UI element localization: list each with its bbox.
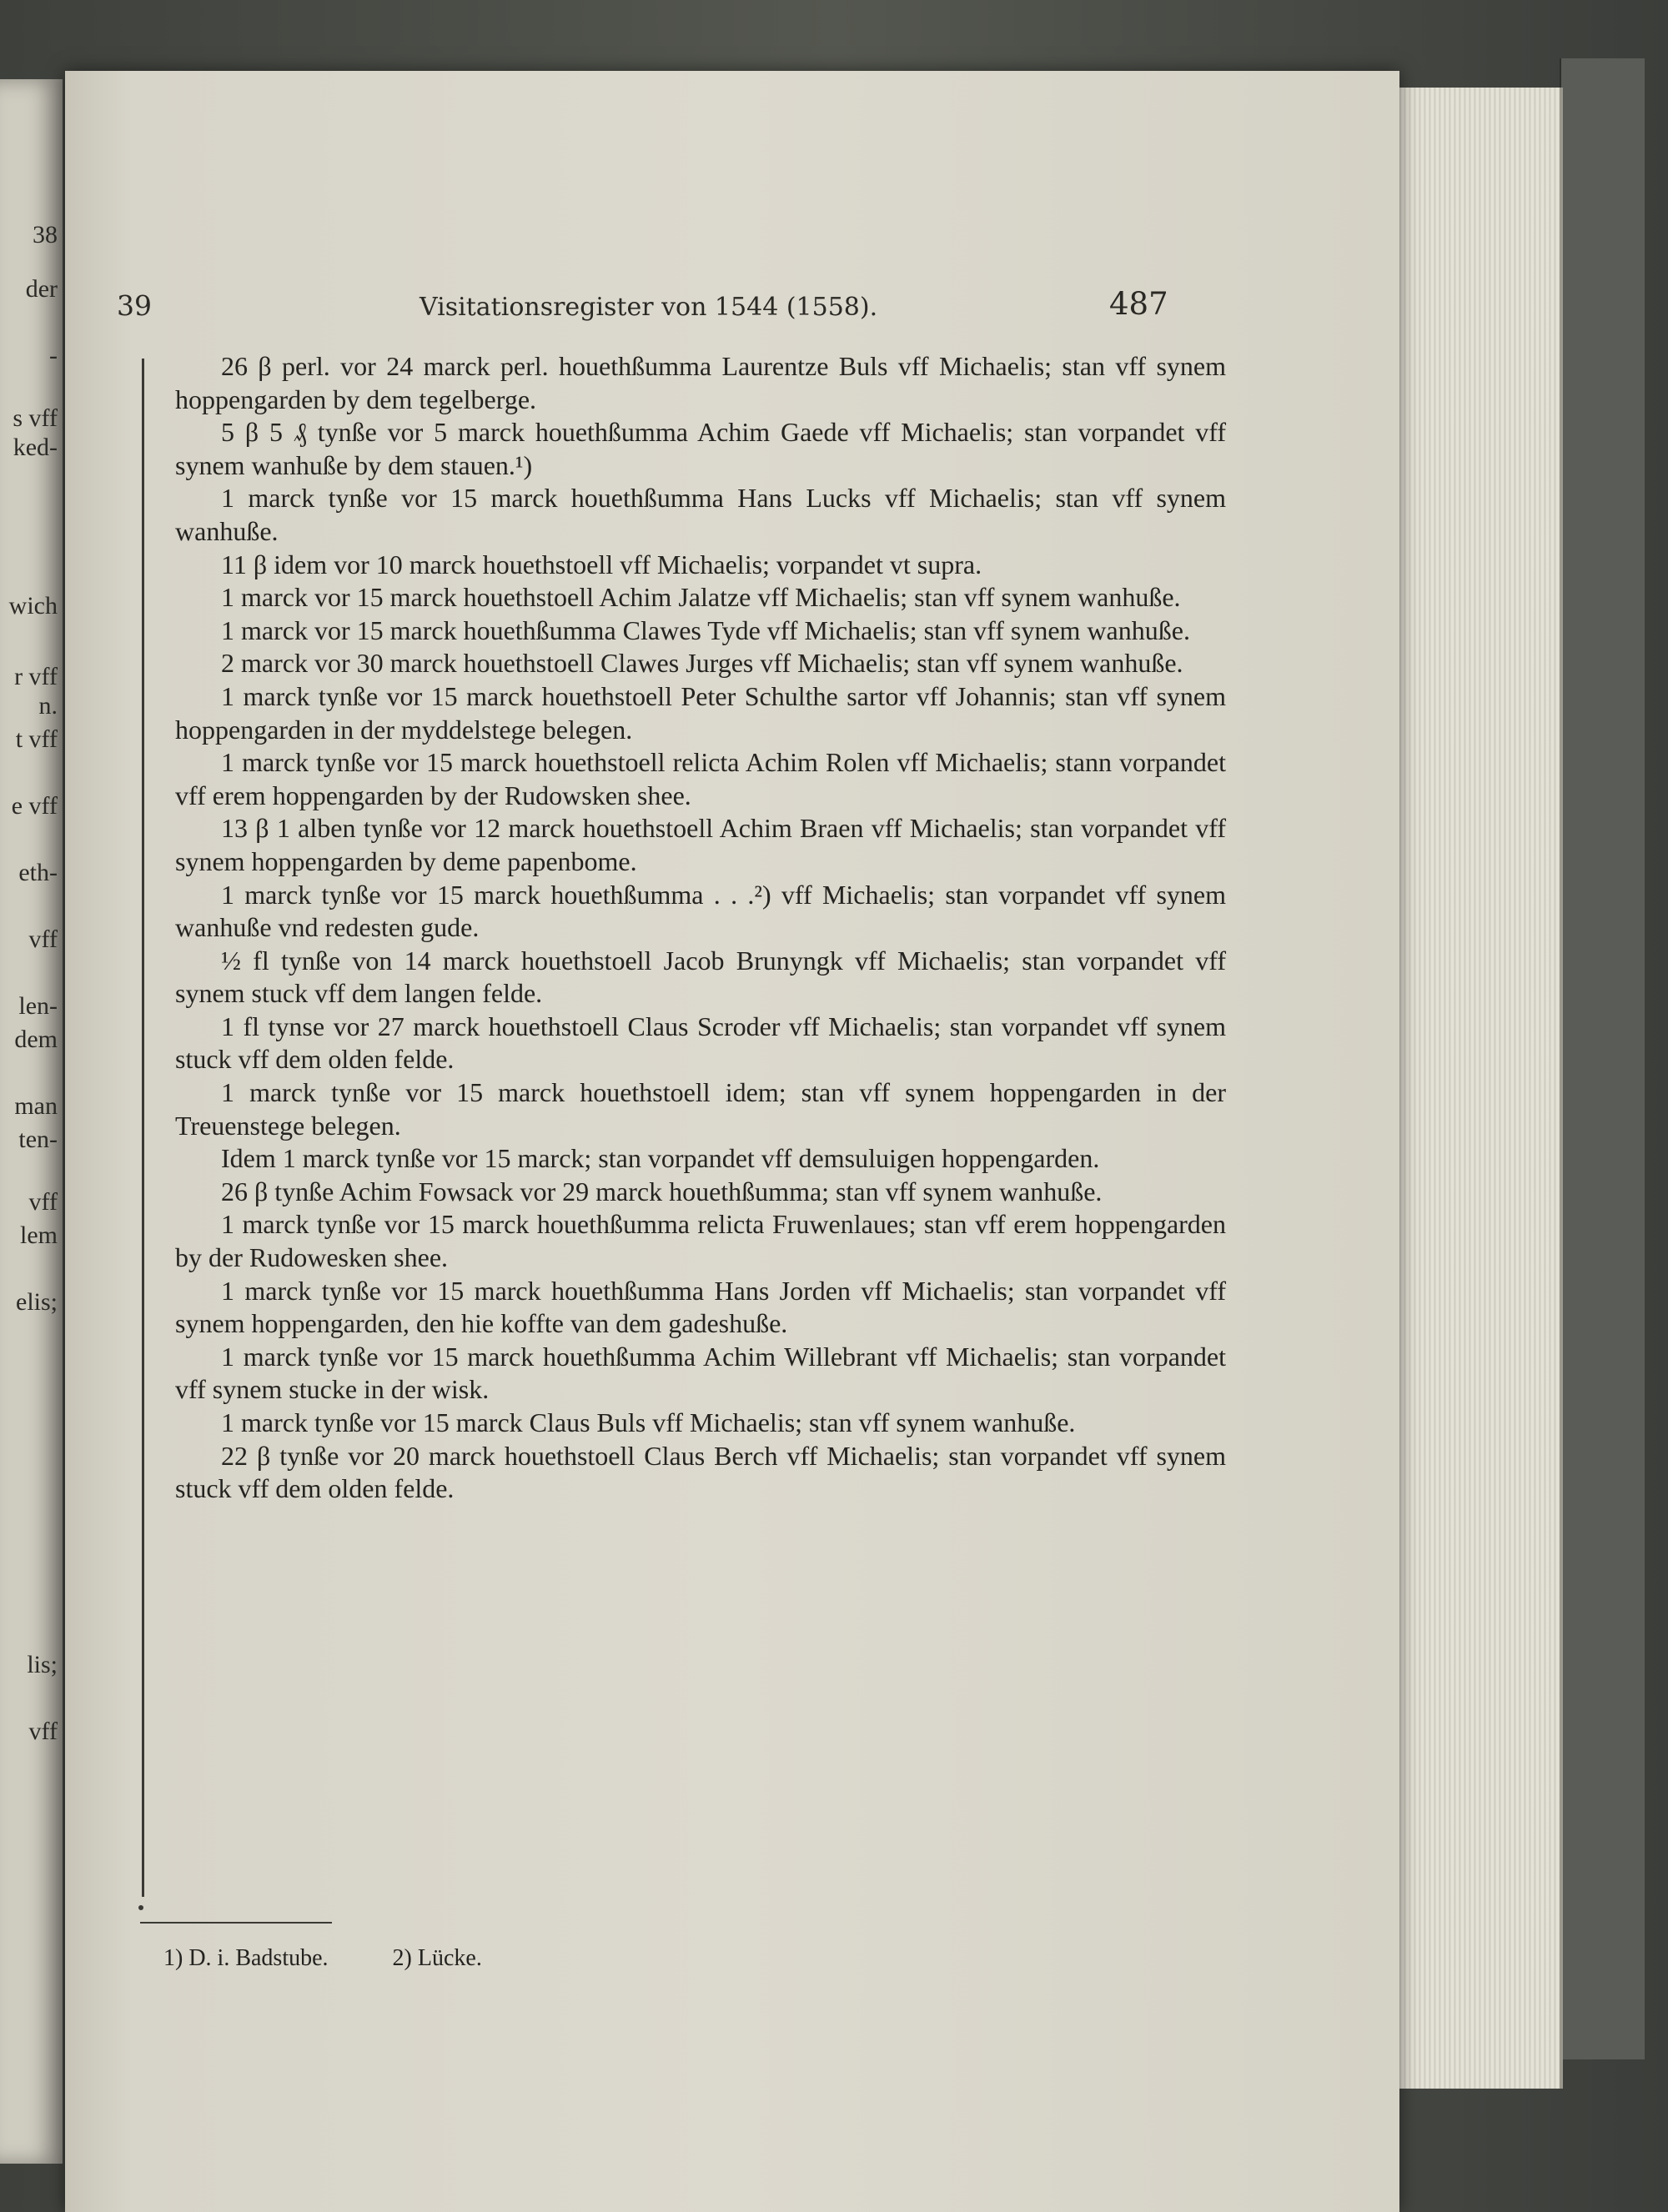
register-entry: 1 fl tynse vor 27 marck houethstoell Claus Scroder vff Michaelis; stan vorpandet vff synem stuck vff dem olden felde. [175,1011,1226,1075]
register-entry: 1 marck tynße vor 15 marck houethstoell idem; stan vff synem hoppengarden in der Treuenstege belegen. [175,1077,1226,1141]
left-fragment: man [14,1092,58,1120]
page-number: 487 [1109,286,1168,322]
left-fragment: 38 [33,221,58,248]
register-entry: 1 marck tynße vor 15 marck houethßumma Hans Lucks vff Michaelis; stan vff synem wanhuße. [175,483,1226,546]
register-entry: 26 β tynße Achim Fowsack vor 29 marck houethßumma; stan vff synem wanhuße. [221,1176,1103,1206]
running-title: Visitationsregister von 1544 (1558). [420,293,878,322]
left-fragment: s vff [13,404,58,432]
left-fragment: der [25,275,58,303]
register-entry: 22 β tynße vor 20 marck houethstoell Claus Berch vff Michaelis; stan vorpandet vff synem stuck vff dem olden felde. [175,1440,1226,1504]
left-fragment: lis; [27,1651,58,1678]
register-entry: 2 marck vor 30 marck houethstoell Clawes Jurges vff Michaelis; stan vff synem wanhuße. [221,648,1183,679]
left-fragment: eth- [18,859,58,886]
register-entry: 11 β idem vor 10 marck houethstoell vff Michaelis; vorpandet vt supra. [221,549,982,579]
register-entries [175,350,1226,1506]
register-entry: 1 marck tynße vor 15 marck Claus Buls vff Michaelis; stan vff synem wanhuße. [221,1407,1076,1437]
footnote-rule [140,1922,332,1924]
left-fragment: wich [8,592,58,619]
running-head [65,286,1399,331]
register-entry: 1 marck tynße vor 15 marck houethßumma Achim Willebrant vff Michaelis; stan vorpandet vff synem stucke in der wisk. [175,1341,1226,1405]
left-fragment: lem [20,1221,58,1249]
left-fragment: n. [38,692,58,720]
left-facing-page [0,79,63,2164]
main-page [65,71,1399,2212]
left-fragment: vff [28,925,58,953]
register-entry: 1 marck tynße vor 15 marck houethstoell relicta Achim Rolen vff Michaelis; stann vorpandet vff erem hoppengarden by der Rudowsken shee. [175,747,1226,810]
footnotes [163,1945,540,1972]
register-entry: 1 marck vor 15 marck houethßumma Clawes Tyde vff Michaelis; stan vff synem wanhuße. [221,614,1190,645]
facing-page-number: 39 [117,289,152,322]
left-fragment: - [49,342,58,369]
left-fragment: ked- [13,434,58,461]
register-entry: 1 marck tynße vor 15 marck houethßumma . . .²) vff Michaelis; stan vorpandet vff synem wanhuße vnd redesten gude. [175,879,1226,943]
register-entry: 5 β 5 ₰ tynße vor 5 marck houethßumma Achim Gaede vff Michaelis; stan vorpandet vff synem wanhuße by dem stauen.¹) [175,417,1226,480]
footnote: 1) D. i. Badstube. [163,1945,329,1971]
margin-rule [142,359,144,1897]
register-entry: 26 β perl. vor 24 marck perl. houethßumma Laurentze Buls vff Michaelis; stan vff synem hoppengarden by dem tegelberge. [175,351,1226,414]
register-entry: 1 marck tynße vor 15 marck houethßumma relicta Fruwenlaues; stan vff erem hoppengarden by der Rudowesken shee. [175,1209,1226,1273]
register-entry: 1 marck vor 15 marck houethstoell Achim Jalatze vff Michaelis; stan vff synem wanhuße. [221,582,1181,613]
register-entry: ½ fl tynße von 14 marck houethstoell Jacob Brunyngk vff Michaelis; stan vorpandet vff synem stuck vff dem langen felde. [175,945,1226,1009]
register-entry: 1 marck tynße vor 15 marck houethstoell Peter Schulthe sartor vff Johannis; stan vff synem hoppengarden in der myddelstege belegen. [175,680,1226,745]
register-entry: Idem 1 marck tynße vor 15 marck; stan vorpandet vff demsuluigen hoppengarden. [221,1143,1100,1174]
register-entry: 13 β 1 alben tynße vor 12 marck houethstoell Achim Braen vff Michaelis; stan vorpandet vff synem hoppengarden by deme papenbome. [175,813,1226,876]
left-fragment: r vff [14,663,58,690]
left-fragment: vff [28,1718,58,1745]
register-entry: 1 marck tynße vor 15 marck houethßumma Hans Jorden vff Michaelis; stan vorpandet vff synem hoppengarden, den hie koffte van dem gadeshuße. [175,1275,1226,1339]
left-fragment: ten- [18,1126,58,1153]
left-fragment: len- [18,992,58,1020]
book-cover-edge [1560,58,1645,2059]
margin-mark [138,1905,143,1910]
left-fragment: e vff [11,792,58,820]
left-fragment: vff [28,1188,58,1216]
left-fragment: elis; [16,1288,58,1316]
left-fragment: dem [14,1026,58,1053]
left-fragment: t vff [15,725,58,753]
footnote: 2) Lücke. [392,1945,482,1971]
